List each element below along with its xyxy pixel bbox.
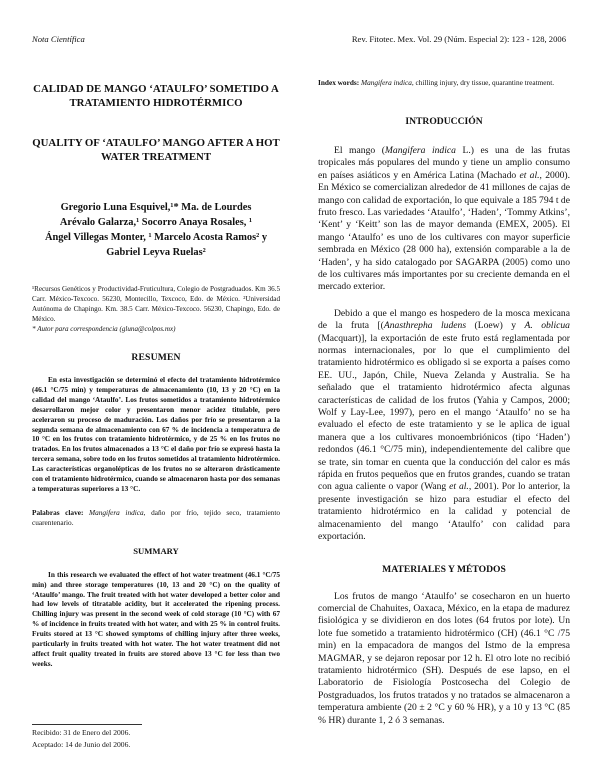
- species-name: A. oblicua: [524, 320, 570, 332]
- author-line: Arévalo Galarza,¹ Socorro Anaya Rosales, ¹: [59, 217, 253, 228]
- index-words-species: Mangifera indica: [360, 78, 412, 87]
- text-run: (Macquart)], la exportación de este fruto está reglamentada por normas internacionales, por lo que el cumplimiento del tratamiento hidrotérmico es obligado si se exporta a países como EE. UU., Japón, Chile, Nueva Zelanda y Australia. Se ha señalado que el tratamiento hidrotérmico afecta algunas características de calidad de los frutos (Yahia y Campos, 2000; Wolf y Lay-Lee, 1997), pero en el mango ‘Ataulfo’ no se ha evaluado el efecto de este tratamiento y se le aplica de igual manera que a los cultivares monoembriónicos (tipo ‘Haden’) redondos (46.1 °C/75 min), independientemente del calibre que se trate, sin tomar en cuenta que la conducción del calor es más rápida en frutos pequeños que en frutos grandes, cuando se tratan con agua caliente o vapor (Wang: [318, 332, 570, 493]
- text-run: (Loew) y: [466, 320, 525, 332]
- text-run: Debido a que el mango es hospedero de la mosca mexicana de la fruta [(: [318, 307, 570, 332]
- keywords-species: Mangifera indica: [89, 507, 144, 517]
- author-line: Gabriel Leyva Ruelas²: [106, 247, 206, 258]
- species-name: Anasthrepha ludens: [383, 320, 467, 332]
- et-al: et al.: [449, 481, 469, 493]
- methods-paragraph: Los frutos de mango ‘Ataulfo’ se cosecharon en un huerto comercial de Chahuites, Oaxaca, México, en la etapa de madurez fisiológica y se dividieron en dos lotes (64 frutos por lote). Un lote fue sometido a tratamiento hidrotérmico (CH) (46.1 °C /75 min) en la empacadora de mangos del Istmo de la empresa MAGMAR, y se dejaron reposar por 12 h. El otro lote no recibió tratamiento hidrotérmico (SH). Después de ese lapso, en el Laboratorio de Fisiología Postcosecha del Colegio de Postgraduados, los frutos tratados y no tratados se almacenaron a temperatura ambiente (20 ± 2 °C y 60 % HR), y a 10 y 13 °C (85 % HR) durante 1, 2 ó 3 semanas.: [318, 590, 570, 726]
- text-run: , 2001). Por lo anterior, la presente investigación se hizo para estudiar el efecto del tratamiento hidrotérmico en la calidad y potencial de almacenamiento del mango ‘Ataulfo’ con calidad para exportación.: [318, 481, 571, 543]
- section-label: Nota Científica: [32, 34, 85, 44]
- author-line: Gregorio Luna Esquivel,¹* Ma. de Lourdes: [60, 202, 252, 213]
- introduction-heading: INTRODUCCIÓN: [405, 115, 483, 127]
- journal-citation: Rev. Fitotec. Mex. Vol. 29 (Núm. Especial 2): 123 - 128, 2006: [351, 34, 566, 44]
- et-al: et al.: [519, 169, 540, 181]
- right-column: [318, 78, 570, 727]
- index-words-terms: , chilling injury, dry tissue, quarantine treatment.: [411, 78, 555, 87]
- index-words: [318, 78, 570, 88]
- title-english: QUALITY OF ‘ATAULFO’ MANGO AFTER A HOT WATER TREATMENT: [32, 137, 280, 163]
- keywords-terms: , daño por frío, tejido seco, tratamiento cuarentenario.: [32, 507, 281, 527]
- keywords-spanish: [32, 508, 280, 528]
- introduction-paragraph-2: [318, 308, 570, 544]
- resumen-text: En esta investigación se determinó el efecto del tratamiento hidrotérmico (46.1 °C/75 min) y temperaturas de almacenamiento (10, 13 y 20 °C) en la calidad del mango ‘Ataulfo’. Los frutos sometidos a tratamiento hidrotérmico desarrollaron mejor color y presentaron menor acidez titulable, pero aceleraron su proceso de maduración. Los daños por frío se presentaron a la segunda semana de almacenamiento con 67 % de incidencia a temperatura de 10 °C en los frutos con tratamiento hidrotérmico, y de 25 % en los frutos no tratados. En los frutos almacenados a 13 °C el daño por frío se expresó hasta la tercera semana, sobre todo en los frutos sometidos al tratamiento hidrotérmico. Las características organolépticas de los frutos no se alteraron drásticamente con el tratamiento hidrotérmico, cuando se almacenaron hasta por dos semanas a temperaturas superiores a 13 °C.: [32, 375, 280, 493]
- accepted-date: Aceptado: 14 de Junio del 2006.: [32, 740, 131, 749]
- author-line: Ángel Villegas Monter, ¹ Marcelo Acosta Ramos² y: [44, 232, 268, 243]
- title-spanish: CALIDAD DE MANGO ‘ATAULFO’ SOMETIDO A TRATAMIENTO HIDROTÉRMICO: [33, 83, 279, 109]
- text-run: L.) es una de las frutas tropicales más populares del mundo y tiene un amplio consumo en países asiáticos y en América Latina (Machado: [318, 144, 570, 181]
- footnote-divider: [32, 724, 142, 725]
- left-column: [32, 78, 280, 669]
- received-date: Recibido: 31 de Enero del 2006.: [32, 728, 131, 737]
- affiliations: [32, 284, 280, 334]
- text-run: El mango (: [334, 144, 385, 156]
- summary-heading: SUMMARY: [133, 545, 179, 556]
- submission-dates: [32, 727, 130, 751]
- keywords-label: Palabras clave:: [32, 507, 84, 517]
- species-name: Mangifera indica: [384, 144, 456, 156]
- introduction-paragraph-1: [318, 145, 570, 294]
- affiliation-text: ¹Recursos Genéticos y Productividad-Fruticultura, Colegio de Postgraduados. Km 36.5 Carr. México-Texcoco. 56230, Montecillo, Texcoco, Edo. de México. ²Universidad Autónoma de Chapingo. Km. 38.5 Carr. México-Texcoco. 56230, Chapingo, Edo. de México.: [32, 285, 280, 323]
- index-words-label: Index words:: [318, 78, 360, 87]
- summary-text: In this research we evaluated the effect of hot water treatment (46.1 °C/75 min) and three storage temperatures (10, 13 and 20 °C) on the quality of ‘Ataulfo’ mango. The fruit treated with hot water developed a better color and had low levels of titratable acidity, but it accelerated the ripening process. Chilling injury was present in the second week of cold storage (10 °C) with 67 % of incidence in fruits treated with hot water, and with 25 % in control fruits. Fruits stored at 13 °C showed symptoms of chilling injury after three weeks, particularly in fruits treated with hot water. The hot water treatment did not affect fruit quality treated in fruits are stored above 13 °C for less than two weeks.: [32, 569, 280, 668]
- corresponding-author: * Autor para correspondencia (gluna@colpos.mx): [32, 325, 176, 333]
- resumen-heading: RESUMEN: [131, 352, 181, 363]
- methods-heading: MATERIALES Y MÉTODOS: [382, 563, 506, 575]
- author-list: [32, 200, 280, 260]
- text-run: , 2000). En México se comercializan alrededor de 41 millones de cajas de mango con calidad de exportación, lo que equivale a 185 794 t de fruto fresco. Las variedades ‘Ataulfo’, ‘Haden’, ‘Tommy Atkins’, ‘Kent’ y ‘Keitt’ son las de mayor demanda (EMEX, 2005). El mango ‘Ataulfo’ es uno de los cultivares con mayor superficie sembrada en México (28 000 ha), extensión comparable a la de ‘Haden’, y ha sido catalogado por SAGARPA (2005) como uno de los cultivares más importantes por su creciente demanda en el mercado exterior.: [318, 169, 571, 293]
